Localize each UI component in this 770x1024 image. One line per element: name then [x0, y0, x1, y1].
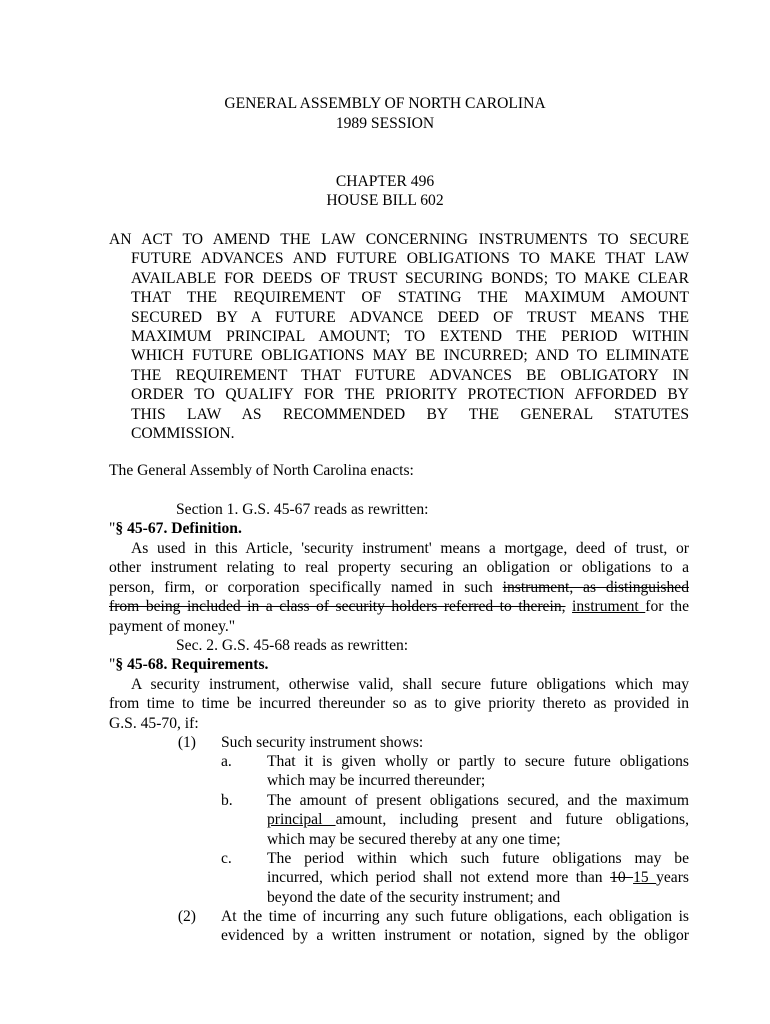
item-2-number: (2) [177, 908, 196, 925]
subitem-c-text: The period within which such future obligations may be incurred, which period shall not extend more than 10 15 years beyond the date of the security instrument; and [267, 850, 689, 906]
title-line: MAXIMUM PRINCIPAL AMOUNT; TO EXTEND THE PERIOD WITHIN [131, 328, 689, 346]
title-line: SECURED BY A FUTURE ADVANCE DEED OF TRUST MEANS THE [131, 308, 689, 326]
section1-body: As used in this Article, 'security instrument' means a mortgage, deed of trust, or other instrument relating to real property securing an obligation or obligations to a person, firm, or corporation specifically named in such instrument, as distinguished from being included in a class of security holders referred to therein, instrument for the payment of money." [109, 540, 689, 635]
subitem-c-label: c. [221, 850, 232, 867]
section2-heading-text: § 45-68. Requirements. [115, 656, 269, 673]
section2-body: A security instrument, otherwise valid, shall secure future obligations which may from time to time be incurred thereunder so as to give priority thereto as provided in G.S. 45-70, if: [109, 676, 689, 732]
enacting-clause: The General Assembly of North Carolina enacts: [109, 462, 414, 479]
section2-intro: Sec. 2. G.S. 45-68 reads as rewritten: [176, 637, 409, 654]
assembly-heading: GENERAL ASSEMBLY OF NORTH CAROLINA [224, 95, 546, 112]
title-line: THIS LAW AS RECOMMENDED BY THE GENERAL STATUTES [131, 405, 689, 423]
title-line: COMMISSION. [131, 425, 235, 443]
inserted-text: principal [267, 811, 336, 829]
subitem-b-label: b. [221, 792, 233, 809]
session-heading: 1989 SESSION [335, 115, 435, 132]
item-1-text: Such security instrument shows: [221, 734, 424, 751]
struck-text: 10 [610, 869, 634, 887]
title-line: AVAILABLE FOR DEEDS OF TRUST SECURING BONDS; TO MAKE CLEAR [131, 269, 689, 287]
inserted-text: instrument [572, 598, 646, 616]
section1-heading-text: § 45-67. Definition. [115, 520, 242, 537]
section2-heading: "§ 45-68. Requirements. [109, 656, 269, 673]
title-line: THAT THE REQUIREMENT OF STATING THE MAXIMUM AMOUNT [131, 289, 689, 307]
title-line: FUTURE ADVANCES AND FUTURE OBLIGATIONS TO MAKE THAT LAW [131, 250, 689, 268]
item-2-text: At the time of incurring any such future obligations, each obligation is evidenced by a written instrument or notation, signed by the obligor [221, 908, 689, 945]
bill-heading: HOUSE BILL 602 [326, 192, 444, 209]
subitem-a-label: a. [221, 753, 232, 770]
title-line: ORDER TO QUALIFY FOR THE PRIORITY PROTECTION AFFORDED BY [131, 386, 689, 404]
title-line: AN ACT TO AMEND THE LAW CONCERNING INSTRUMENTS TO SECURE [109, 231, 689, 248]
section1-intro: Section 1. G.S. 45-67 reads as rewritten: [176, 501, 429, 518]
title-line: WHICH FUTURE OBLIGATIONS MAY BE INCURRED; AND TO ELIMINATE [131, 347, 689, 365]
section1-heading: "§ 45-67. Definition. [109, 520, 242, 537]
struck-text: instrument, as distinguished [502, 578, 689, 596]
act-title [109, 230, 689, 443]
chapter-heading: CHAPTER 496 [335, 173, 435, 190]
subitem-b-text: The amount of present obligations secured, and the maximum principal amount, including present and future obligations, which may be secured thereby at any one time; [267, 792, 689, 848]
inserted-text: 15 [633, 869, 657, 887]
subitem-a-text: That it is given wholly or partly to secure future obligations which may be incurred thereunder; [267, 753, 689, 790]
title-line: THE REQUIREMENT THAT FUTURE ADVANCES BE OBLIGATORY IN [131, 366, 689, 384]
item-1-number: (1) [177, 734, 196, 751]
struck-text: from being included in a class of security holders referred to therein, [109, 598, 566, 616]
